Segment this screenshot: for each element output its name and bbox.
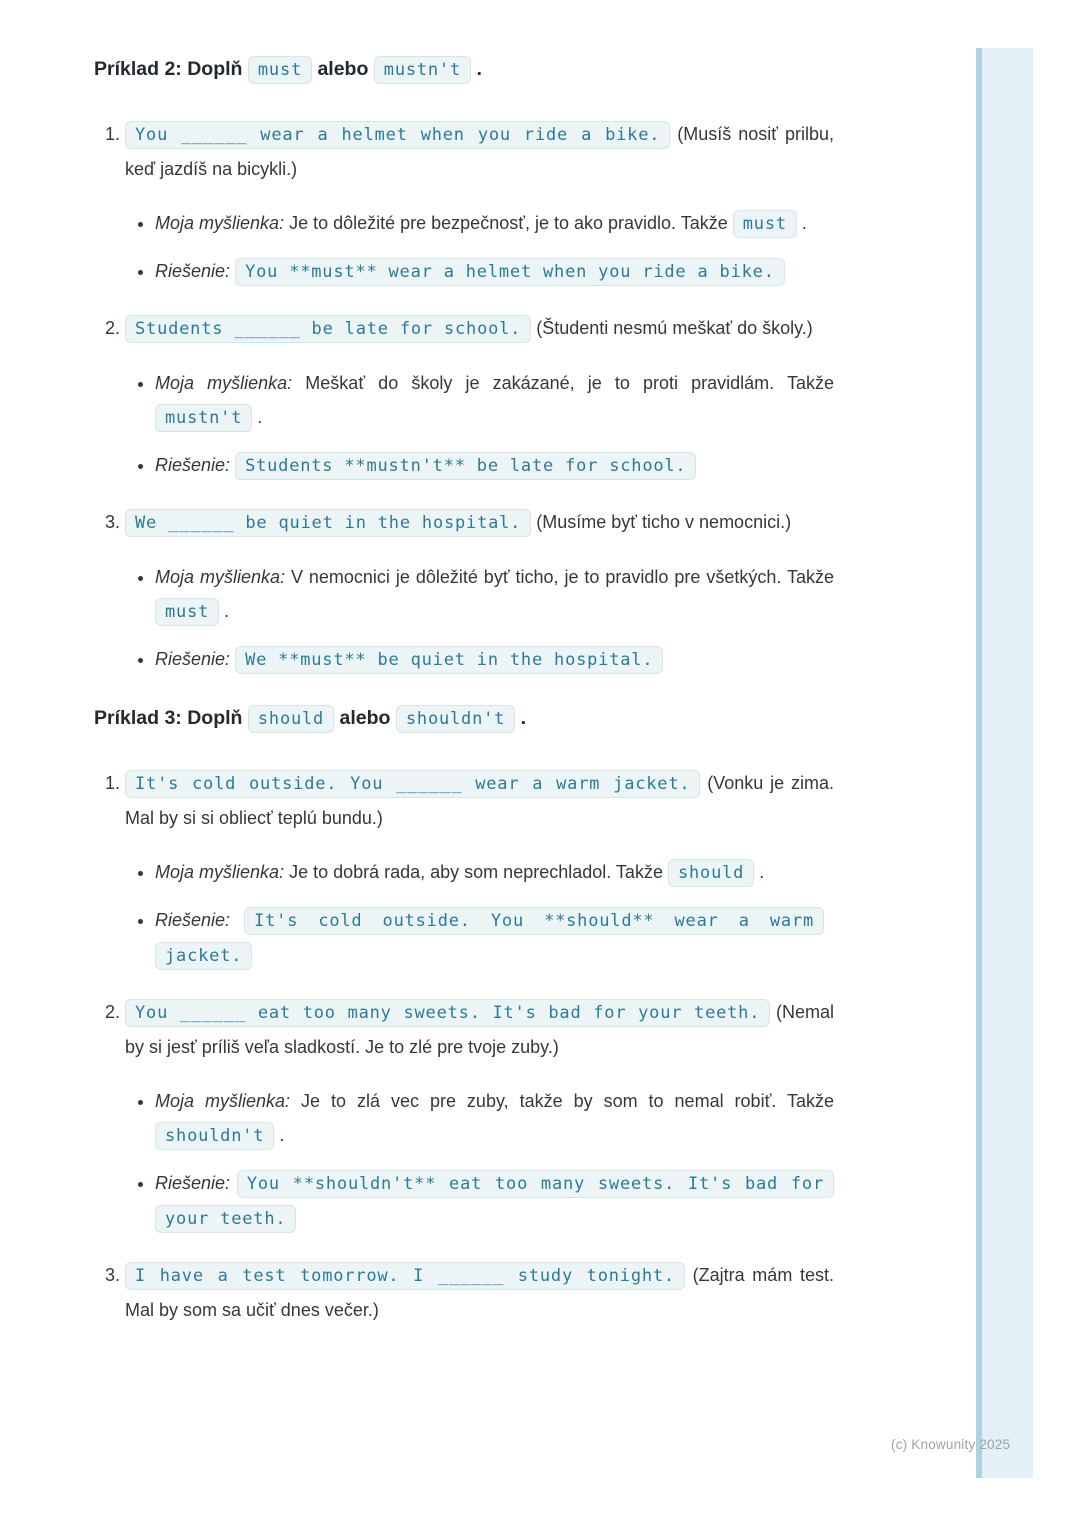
right-margin-strip [976,48,1033,1478]
thought-label: Moja myšlienka: [155,862,285,882]
solution-bullet [155,642,834,677]
modal-chip: must [155,598,219,626]
exercise-item [125,505,834,677]
thought-bullet [155,366,834,435]
exercise-list [94,766,834,1327]
modal-chip: mustn't [374,56,471,84]
section-priklad-2 [94,50,834,677]
notes-list [125,1084,834,1236]
thought-text: Je to dôležité pre bezpečnosť, je to ako pravidlo. Takže [289,213,728,233]
thought-label: Moja myšlienka: [155,213,285,233]
thought-text: V nemocnici je dôležité byť ticho, je to pravidlo pre všetkých. Takže [290,567,834,587]
thought-text: Je to zlá vec pre zuby, takže by som to nemal robiť. Takže [301,1091,834,1111]
solution-label: Riešenie: [155,649,231,669]
exercise-sentence-code: You ______ eat too many sweets. It's bad for your teeth. [125,999,770,1027]
copyright-footer: (c) Knowunity 2025 [891,1437,1011,1452]
notes-list [125,560,834,677]
exercise-translation: (Nemal by si jesť príliš veľa sladkostí. Je to zlé pre tvoje zuby.) [125,1002,834,1057]
exercise-sentence-code: Students ______ be late for school. [125,315,531,343]
thought-period: . [224,601,230,621]
modal-chip: must [733,210,797,238]
exercise-translation: (Zajtra mám test. Mal by som sa učiť dnes večer.) [125,1265,834,1320]
exercise-sentence-code: I have a test tomorrow. I ______ study tonight. [125,1262,685,1290]
thought-bullet [155,560,834,629]
thought-period: . [801,213,807,233]
solution-label: Riešenie: [155,910,231,930]
thought-label: Moja myšlienka: [155,373,293,393]
exercise-translation: (Musíme byť ticho v nemocnici.) [536,512,792,532]
heading-text: alebo [339,707,391,729]
solution-code: You **shouldn't** eat too many sweets. It's bad for your teeth. [155,1170,834,1233]
exercise-sentence-code: We ______ be quiet in the hospital. [125,509,531,537]
solution-code: Students **mustn't** be late for school. [235,452,696,480]
section-heading [94,699,834,738]
heading-text: Príklad 3: Doplň [94,707,243,729]
exercise-translation: (Musíš nosiť prilbu, keď jazdíš na bicykli.) [125,124,834,179]
thought-text: Meškať do školy je zakázané, je to proti pravidlám. Takže [305,373,834,393]
thought-period: . [257,407,263,427]
thought-bullet [155,206,834,241]
modal-chip: mustn't [155,404,252,432]
thought-period: . [279,1125,285,1145]
exercise-item [125,995,834,1236]
exercise-sentence-code: It's cold outside. You ______ wear a warm jacket. [125,770,700,798]
section-priklad-3 [94,699,834,1327]
solution-label: Riešenie: [155,1173,231,1193]
notes-list [125,206,834,289]
exercise-item [125,117,834,289]
heading-text: alebo [317,58,369,80]
thought-bullet [155,1084,834,1153]
solution-bullet [155,448,834,483]
worksheet-content [94,50,834,1349]
exercise-sentence-code: You ______ wear a helmet when you ride a bike. [125,121,670,149]
solution-label: Riešenie: [155,455,231,475]
solution-label: Riešenie: [155,261,231,281]
modal-chip: should [248,705,334,733]
exercise-list [94,117,834,677]
heading-text: Príklad 2: Doplň [94,58,243,80]
exercise-item [125,766,834,973]
heading-text: . [520,707,527,729]
solution-bullet [155,254,834,289]
solution-code: We **must** be quiet in the hospital. [235,646,663,674]
thought-bullet [155,855,834,890]
thought-text: Je to dobrá rada, aby som neprechladol. Takže [289,862,663,882]
solution-bullet [155,1166,834,1236]
solution-bullet [155,903,834,973]
modal-chip: should [668,859,754,887]
heading-text: . [476,58,482,80]
exercise-translation: (Vonku je zima. Mal by si si obliecť teplú bundu.) [125,773,834,828]
notes-list [125,366,834,483]
thought-period: . [759,862,765,882]
exercise-translation: (Študenti nesmú meškať do školy.) [536,318,813,338]
exercise-item [125,311,834,483]
solution-code: You **must** wear a helmet when you ride a bike. [235,258,785,286]
notes-list [125,855,834,973]
modal-chip: shouldn't [155,1122,274,1150]
modal-chip: must [248,56,312,84]
thought-label: Moja myšlienka: [155,567,285,587]
exercise-item [125,1258,834,1327]
modal-chip: shouldn't [396,705,515,733]
section-heading [94,50,834,89]
thought-label: Moja myšlienka: [155,1091,291,1111]
solution-code: It's cold outside. You **should** wear a warm jacket. [155,907,824,970]
